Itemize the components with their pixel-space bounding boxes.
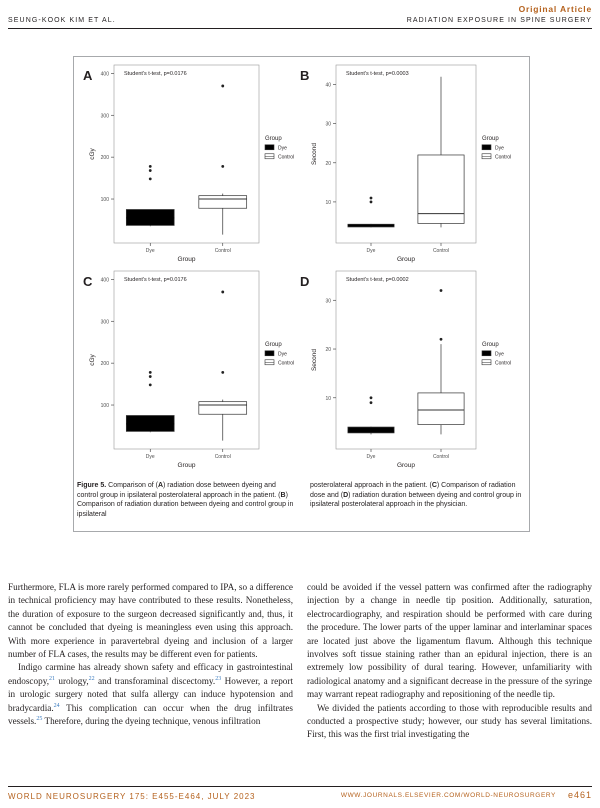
panel-label: B: [300, 68, 310, 83]
legend-label: Dye: [278, 145, 287, 152]
citation-ref[interactable]: 23: [215, 675, 222, 682]
text-run: ) radiation dose between dyeing and control group in ipsilateral posterolateral approach in the patient. (: [77, 482, 281, 499]
paragraph: [8, 581, 293, 661]
x-tick-label: Dye: [366, 454, 376, 460]
y-tick-label: 10: [325, 395, 331, 402]
outlier-point: [221, 85, 224, 88]
legend-title: Group: [265, 135, 282, 142]
x-tick-label: Control: [214, 248, 231, 254]
legend-label: Control: [495, 360, 512, 367]
text-run: could be avoided if the vessel pattern was confirmed after the radiography injection by a change in needle tip position. Additionally, saturation, electrocardiography, and respiration should be performed with care during the procedure. The lower parts of the upper laminar and interlaminar spaces are located just above the ligamentum flavum. Although this technique involves soft tissue staining rather than an epidural injection, there is an extremely low possibility of dural tearing. However, unfamiliarity with radiological anatomy and a significant decrease in the pressure of the syringe may warrant repeat radiography and repositioning of the needle tip.: [307, 582, 592, 700]
y-tick-label: 100: [100, 403, 109, 410]
x-axis-label: Group: [396, 462, 416, 469]
outlier-point: [149, 165, 152, 168]
y-axis-label: cGy: [89, 148, 96, 160]
text-run: This complication can occur when the drug infiltrates vessels.: [8, 702, 293, 727]
x-tick-label: Dye: [145, 454, 155, 460]
body-column-left: [8, 581, 293, 728]
legend-label: Dye: [278, 351, 287, 358]
outlier-point: [221, 371, 224, 374]
panel-label: A: [83, 68, 93, 83]
y-tick-label: 400: [100, 71, 109, 78]
legend-key-dye: [265, 145, 274, 150]
outlier-point: [149, 169, 152, 172]
figure-5: [73, 56, 530, 532]
y-tick-label: 20: [325, 347, 331, 354]
text-run: urology,: [55, 675, 89, 686]
outlier-point: [149, 384, 152, 387]
header-rule: [8, 28, 592, 29]
panel-d: [300, 271, 511, 469]
outlier-point: [149, 178, 152, 181]
body-column-right: [307, 581, 592, 742]
y-tick-label: 200: [100, 155, 109, 162]
x-tick-label: Dye: [145, 248, 155, 254]
text-run: ) Comparison of radiation dose and (: [310, 482, 516, 499]
legend-key-dye: [482, 145, 491, 150]
text-run: Therefore, during the dyeing technique, venous infiltration: [42, 716, 261, 727]
outlier-point: [370, 401, 373, 404]
legend-label: Dye: [495, 351, 504, 358]
legend-key-dye: [482, 351, 491, 356]
y-tick-label: 30: [325, 298, 331, 305]
y-tick-label: 400: [100, 277, 109, 284]
page-number: e461: [567, 790, 592, 800]
panel-a: [83, 65, 294, 263]
legend-label: Control: [278, 360, 295, 367]
outlier-point: [370, 201, 373, 204]
text-run: C: [431, 482, 437, 489]
text-run: ) radiation duration between dyeing and control group in ipsilateral posterolateral approach in the physician.: [310, 491, 522, 508]
text-run: However, a report in urologic surgery noted that sulfa allergy can induce hypotension and bradycardia.: [8, 675, 293, 713]
box-control: [199, 402, 247, 415]
citation-ref[interactable]: 21: [49, 675, 55, 682]
figure-caption-label: Figure 5.: [77, 482, 107, 489]
outlier-point: [370, 396, 373, 399]
text-run: and transforaminal discectomy.: [94, 675, 216, 686]
y-axis-label: Second: [311, 348, 318, 372]
panel-c: [83, 271, 294, 469]
legend-title: Group: [482, 341, 499, 348]
outlier-point: [370, 197, 373, 200]
text-run: ) Comparison of radiation duration between dyeing and control group in ipsilateral: [77, 491, 294, 518]
article-category: Original Article: [518, 4, 592, 14]
caption-right-text: [310, 482, 521, 508]
paragraph: [307, 702, 592, 742]
stat-annotation: Student's t-test, p=0.0176: [124, 277, 187, 283]
legend-label: Control: [495, 154, 512, 161]
x-axis-label: Group: [396, 256, 416, 263]
box-control: [418, 393, 464, 425]
text-run: Indigo carmine has already shown safety and efficacy in gastrointestinal endoscopy,: [8, 662, 293, 686]
footer-rule: [8, 786, 592, 787]
legend-title: Group: [482, 135, 499, 142]
x-tick-label: Dye: [366, 248, 376, 254]
stat-annotation: Student's t-test, p=0.0002: [346, 277, 409, 283]
box-dye: [348, 427, 394, 433]
stat-annotation: Student's t-test, p=0.0003: [346, 71, 409, 77]
citation-ref[interactable]: 24: [53, 702, 60, 709]
x-axis-label: Group: [177, 256, 196, 263]
outlier-point: [221, 291, 224, 294]
running-author: SEUNG-KOOK KIM ET AL.: [8, 17, 116, 24]
paragraph: [307, 581, 592, 702]
stat-annotation: Student's t-test, p=0.0176: [124, 71, 187, 77]
box-control: [199, 196, 247, 209]
y-axis-label: Second: [311, 142, 318, 166]
text-run: Furthermore, FLA is more rarely performed compared to IPA, so a difference in technical proficiency may have contributed to these results. Nonetheless, the duration of exposure to the surgeon decreased significantly and, thus, it cannot be concluded that dyeing is meaningless even using this approach. With more experience in paravertebral dyeing and inclusion of a larger number of FLA cases, the results may be different even for patients.: [8, 582, 293, 660]
text-run: D: [343, 491, 349, 499]
x-tick-label: Control: [214, 454, 231, 460]
footer-url[interactable]: WWW.JOURNALS.ELSEVIER.COM/WORLD-NEUROSURGERY: [340, 792, 556, 799]
legend-key-dye: [265, 351, 274, 356]
x-tick-label: Control: [432, 454, 450, 460]
legend-title: Group: [265, 341, 282, 348]
y-axis-label: cGy: [89, 354, 96, 366]
citation-ref[interactable]: 25: [36, 716, 43, 722]
legend-label: Dye: [495, 145, 504, 152]
panel-label: D: [300, 274, 310, 289]
y-tick-label: 30: [325, 121, 331, 128]
text-run: B: [280, 491, 286, 499]
outlier-point: [440, 289, 443, 292]
text-run: We divided the patients according to those with reproducible results and conducted a prospective study; however, our study has several limitations. First, this was the first trial investigating the: [307, 702, 592, 740]
caption-left-text: [77, 482, 293, 518]
y-tick-label: 300: [100, 113, 109, 120]
y-tick-label: 100: [100, 197, 109, 204]
figure-plots: [74, 57, 529, 531]
paragraph: [8, 661, 293, 728]
outlier-point: [440, 338, 443, 341]
text-run: posterolateral approach in the patient. (: [310, 482, 432, 489]
x-tick-label: Control: [432, 248, 450, 254]
text-run: Comparison of (: [106, 482, 158, 489]
y-tick-label: 10: [325, 199, 331, 206]
figure-caption-right: [310, 481, 525, 510]
running-title: RADIATION EXPOSURE IN SPINE SURGERY: [406, 17, 592, 24]
outlier-point: [221, 165, 224, 168]
citation-ref[interactable]: 22: [88, 675, 95, 682]
footer-journal: WORLD NEUROSURGERY 175: E455-E464, JULY 2023: [8, 792, 256, 801]
text-run: A: [157, 482, 163, 489]
running-header: [0, 0, 600, 36]
y-tick-label: 20: [325, 160, 331, 167]
outlier-point: [149, 375, 152, 378]
legend-label: Control: [278, 154, 295, 161]
panel-b: [300, 65, 511, 263]
y-tick-label: 200: [100, 361, 109, 368]
x-axis-label: Group: [177, 462, 196, 469]
figure-caption-left: [77, 481, 297, 519]
y-tick-label: 300: [100, 319, 109, 326]
panel-label: C: [83, 274, 93, 289]
outlier-point: [149, 371, 152, 374]
y-tick-label: 40: [325, 82, 331, 89]
